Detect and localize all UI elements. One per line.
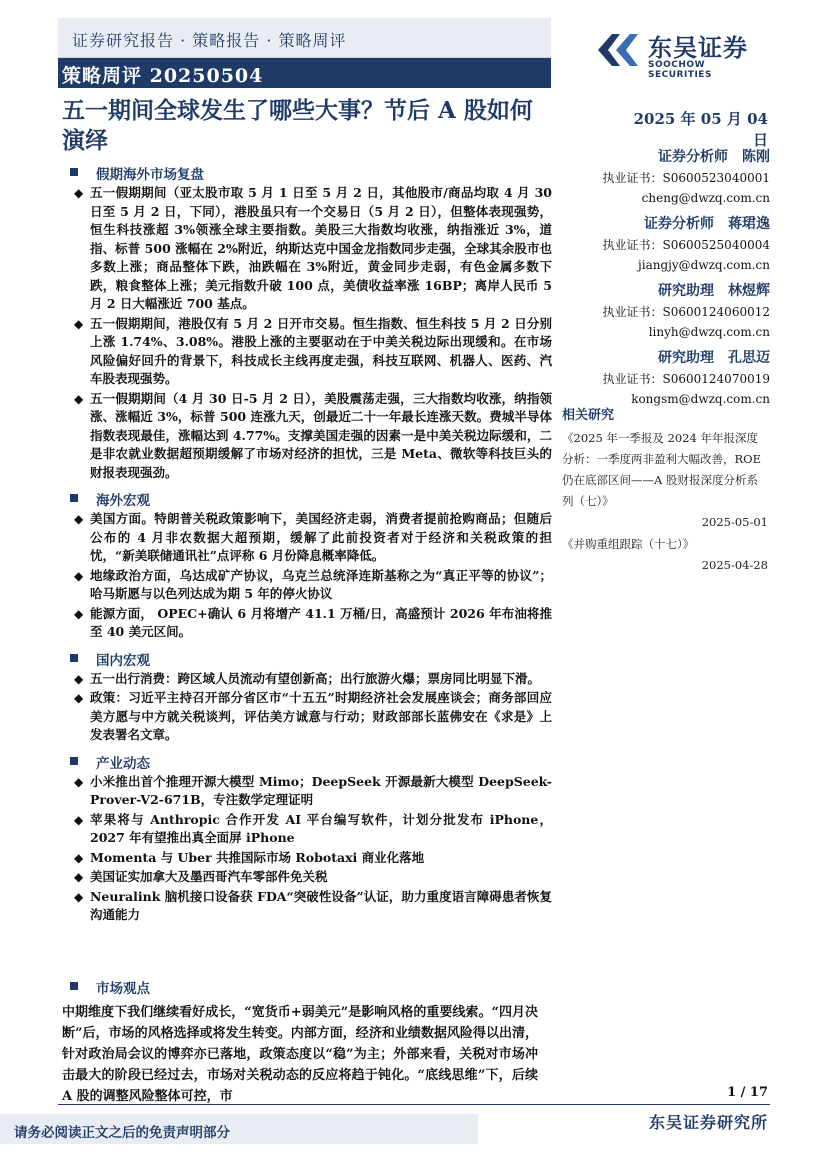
company-logo [596,28,772,78]
analyst-email[interactable]: jiangjy@dwzq.com.cn [638,258,770,272]
diamond-bullet-icon: ◆ [74,316,84,331]
list-item: ◆ 五一假期期间，港股仅有 5 月 2 日开市交易。恒生指数、恒生科技 5 月 2 日分别上涨 1.74%、3.08%。港股上涨的主要驱动在于中美关税边际出现缓和。在市场风险偏好回升的背景下，科技成长主线再度走强，科技互联网、机器人、医药、汽车股表现强势。 [74,315,552,386]
analyst-license: 执业证书：S0600523040001 [602,171,770,185]
main-column [62,162,552,931]
section-heading: 市场观点 [62,976,538,998]
related-item-date: 2025-04-28 [701,558,768,572]
analyst-license: 执业证书：S0600124070019 [602,372,770,386]
disclaimer-text: 请务必阅读正文之后的免责声明部分 [14,1125,230,1141]
logo-name-en: SOOCHOW SECURITIES [648,60,712,80]
analyst-email[interactable]: linyh@dwzq.com.cn [648,325,770,339]
breadcrumb: 证券研究报告 · 策略报告 · 策略周评 [72,31,347,50]
square-bullet-icon [70,168,78,176]
analyst-name: 研究助理 孔思迈 [658,350,770,366]
section-heading: 假期海外市场复盘 [62,162,552,184]
diamond-bullet-icon: ◆ [74,812,84,827]
section-overseas-macro [62,488,552,642]
analyst-email[interactable]: cheng@dwzq.com.cn [641,191,770,205]
header-breadcrumb-band [58,18,551,58]
related-research [562,406,768,575]
diamond-bullet-icon: ◆ [74,889,84,904]
list-item: ◆ 政策：习近平主持召开部分省区市“十五五”时期经济社会发展座谈会；商务部回应美方愿与中方就关税谈判，评估美方诚意与行动；财政部部长蓝佛安在《求是》上发表署名文章。 [74,690,552,742]
analyst-license: 执业证书：S0600124060012 [602,305,770,319]
diamond-bullet-icon: ◆ [74,512,84,526]
related-item-title[interactable]: 《2025 年一季报及 2024 年年报深度分析：一季度两非盈利大幅改善，ROE 仍在底部区间——A 股财报深度分析系列（七）》 [562,431,761,508]
diamond-bullet-icon: ◆ [74,774,84,789]
analyst-card [580,213,770,275]
diamond-bullet-icon: ◆ [74,870,84,884]
list-item: ◆ 小米推出首个推理开源大模型 Mimo；DeepSeek 开源最新大模型 DeepSeek-Prover-V2-671B，专注数学定理证明 [74,773,552,807]
analyst-panel [580,146,770,414]
analyst-email[interactable]: kongsm@dwzq.com.cn [631,392,770,406]
logo-name-cn: 东吴证券 [648,34,748,62]
square-bullet-icon [70,494,78,502]
analyst-name: 证券分析师 陈刚 [658,149,770,165]
related-item-date: 2025-05-01 [701,515,768,529]
analyst-card [580,146,770,208]
list-item: ◆ 五一出行消费：跨区域人员流动有望创新高；出行旅游火爆；票房同比明显下滑。 [62,670,552,689]
footer-divider [58,1104,770,1105]
section-heading: 海外宏观 [62,488,552,510]
list-item: ◆ 五一假期期间（亚太股市取 5 月 1 日至 5 月 2 日，其他股市/商品均取 4 月 30 日至 5 月 2 日，下同），港股虽只有一个交易日（5 月 2 日），但整体表现强势，恒生科技涨超 3%领涨全球主要指数。美股三大指数均收涨，纳指涨近 3%，道指、标普 500 涨幅在 2%附近，纳斯达克中国金龙指数同步走强，全球其余股市也多数上涨；商品整体下跌，油跌幅在 3%附近，黄金同步走弱，有色金属多数下跌，粮食整体上涨；美元指数升破 100 点，美债收益率涨 16BP；离岸人民币 5 月 2 日大幅涨近 700 基点。 [74,185,552,311]
report-title: 五一期间全球发生了哪些大事？节后 A 股如何演绎 [62,97,533,154]
report-id-band [58,58,551,88]
list-item: ◆ 苹果将与 Anthropic 合作开发 AI 平台编写软件，计划分批发布 iPhone，2027 年有望推出真全面屏 iPhone [74,811,552,845]
square-bullet-icon [70,757,78,765]
institute-name: 东吴证券研究所 [648,1113,768,1132]
list-item: ◆ Momenta 与 Uber 共推国际市场 Robotaxi 商业化落地 [62,849,552,868]
list-item: ◆ 五一假期期间（4 月 30 日-5 月 2 日），美股震荡走强，三大指数均收涨，纳指领涨、涨幅近 3%，标普 500 连涨九天，创最近二十一年最长连涨天数。费城半导体指数表现最佳，涨幅达到 4.77%。支撑美国走强的因素一是中美关税边际缓和，二是非农就业数据超预期缓解了市场对经济的担忧，三是 Meta、微软等科技巨头的财报表现强劲。 [74,390,552,480]
logo-mark-icon [596,30,640,70]
list-item: ◆ 美国证实加拿大及墨西哥汽车零部件免关税 [62,868,552,887]
analyst-name: 证券分析师 蒋珺逸 [644,216,770,232]
related-research-heading: 相关研究 [562,408,615,423]
diamond-bullet-icon: ◆ [74,850,84,865]
section-overseas-review [62,162,552,482]
section-domestic-macro [62,648,552,745]
market-view-section [62,976,538,1107]
list-item: ◆ 美国方面。特朗普关税政策影响下，美国经济走弱，消费者提前抢购商品；但随后公布的 4 月非农数据大超预期，缓解了此前投资者对于经济和关税政策的担忧，“新美联储通讯社”点评称 6 月份降息概率降低。 [74,511,552,563]
diamond-bullet-icon: ◆ [74,568,84,583]
market-view-text: 中期维度下我们继续看好成长，“宽货币+弱美元”是影响风格的重要线索。“四月决断”后，市场的风格选择或将发生转变。内部方面，经济和业绩数据风险得以出清，针对政治局会议的博弈亦已落地，政策态度以“稳”为主；外部来看，关税对市场冲击最大的阶段已经过去，市场对关税动态的反应将趋于钝化。“底线思维”下，后续 A 股的调整风险整体可控，市 [62,1005,538,1104]
page-number: 1 / 17 [727,1085,768,1100]
report-id: 策略周评 20250504 [62,65,264,87]
analyst-card [580,347,770,409]
related-item-title[interactable]: 《并购重组跟踪（十七）》 [562,537,695,551]
list-item: ◆ 能源方面， OPEC+确认 6 月将增产 41.1 万桶/日，高盛预计 2026 年布油将推至 40 美元区间。 [74,605,552,639]
list-item: ◆ Neuralink 脑机接口设备获 FDA“突破性设备”认证，助力重度语言障碍患者恢复沟通能力 [74,888,552,922]
section-heading: 产业动态 [62,751,552,773]
diamond-bullet-icon: ◆ [74,391,84,406]
diamond-bullet-icon: ◆ [74,691,84,705]
analyst-name: 研究助理 林煜辉 [658,283,770,299]
analyst-card [580,280,770,342]
square-bullet-icon [70,982,78,990]
diamond-bullet-icon: ◆ [74,606,84,621]
disclaimer-band [0,1114,478,1144]
square-bullet-icon [70,654,78,662]
diamond-bullet-icon: ◆ [74,671,84,686]
diamond-bullet-icon: ◆ [74,186,84,200]
section-industry [62,751,552,925]
list-item: ◆ 地缘政治方面，乌达成矿产协议，乌克兰总统泽连斯基称之为“真正平等的协议”；哈马斯愿与以色列达成为期 5 年的停火协议 [74,567,552,601]
report-date: 2025 年 05 月 04 日 [633,110,768,149]
section-heading: 国内宏观 [62,648,552,670]
analyst-license: 执业证书：S0600525040004 [602,238,770,252]
